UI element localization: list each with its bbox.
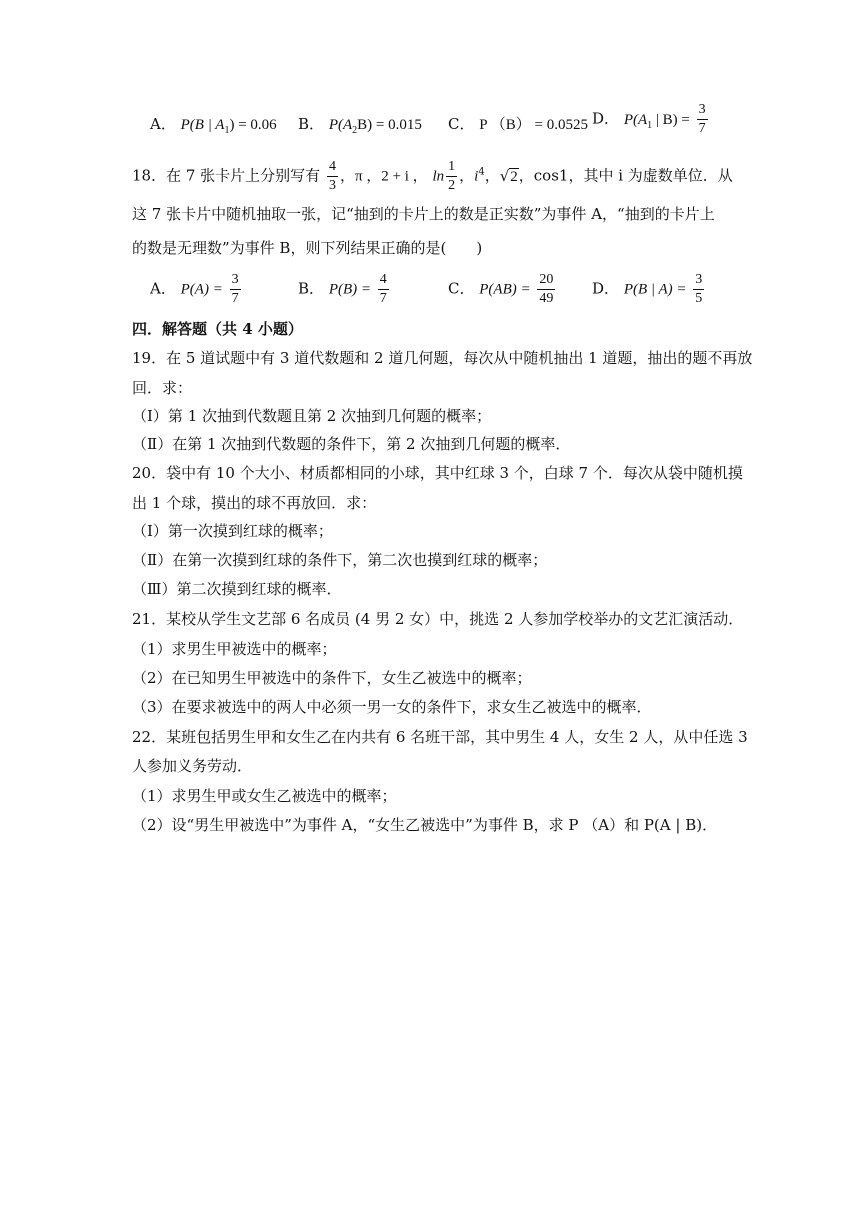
q17-option-a [150, 113, 277, 142]
option-expr: P(B | A [180, 117, 225, 133]
q20-part-2: （Ⅱ）在第一次摸到红球的条件下，第二次也摸到红球的概率； [132, 551, 548, 569]
subscript: 1 [647, 119, 653, 131]
numerator: 4 [378, 273, 389, 290]
option-value: | B) = [652, 111, 690, 128]
subscript: 1 [224, 125, 230, 136]
section-title: 四．解答题（共 4 小题） [132, 320, 303, 338]
option-label: A． [150, 279, 176, 298]
subscript: 2 [352, 125, 358, 136]
option-label: D． [592, 279, 620, 298]
fraction [446, 160, 457, 193]
option-expr: P(B | A) = [623, 281, 687, 298]
numerator: 3 [230, 273, 241, 290]
q22-part-1: （1）求男生甲或女生乙被选中的概率； [132, 787, 397, 805]
q19-line1: 19．在 5 道试题中有 3 道代数题和 2 道几何题，每次从中随机抽出 1 道题，抽出的题不再放 [132, 349, 753, 367]
q19-line2: 回．求： [132, 379, 193, 397]
fraction [378, 273, 389, 306]
denominator: 3 [328, 178, 336, 193]
option-label: C． [448, 279, 475, 298]
q22-line1: 22．某班包括男生甲和女生乙在内共有 6 名班干部，其中男生 4 人，女生 2 人，从中任选 3 [132, 728, 748, 746]
q22-part-2: （2）设“男生甲被选中”为事件 A，“女生乙被选中”为事件 B，求 P （A）和 P(A | B)． [132, 816, 718, 834]
option-expr: P(A [623, 111, 648, 128]
q18-option-c [448, 273, 557, 306]
q17-option-b [298, 113, 422, 142]
imaginary-unit: i [474, 168, 479, 185]
numerator: 3 [697, 103, 708, 120]
option-expr: P(A) = [180, 281, 223, 298]
option-label: B． [298, 279, 325, 298]
q22-line2: 人参加义务劳动． [132, 757, 253, 775]
option-label: C． [448, 115, 475, 133]
denominator: 7 [379, 291, 387, 306]
option-label: B． [298, 115, 325, 133]
q18-line3: 的数是无理数”为事件 B，则下列结果正确的是( ) [132, 239, 483, 257]
q21-line1: 21．某校从学生文艺部 6 名成员 (4 男 2 女）中，挑选 2 人参加学校举办的文艺汇演活动． [132, 610, 744, 628]
q17-option-d [592, 103, 710, 137]
exponent: 4 [478, 166, 485, 178]
option-expr: P(A [328, 117, 353, 133]
denominator: 5 [695, 291, 703, 306]
numerator: 1 [446, 160, 457, 177]
numerator: 4 [327, 160, 338, 177]
q18-option-b [298, 273, 391, 306]
q20-part-1: （Ⅰ）第一次摸到红球的概率； [132, 522, 333, 540]
numerator: 3 [693, 273, 704, 290]
option-label: A． [150, 115, 176, 133]
denominator: 7 [698, 121, 706, 136]
sqrt-expression: √2 [499, 166, 518, 185]
question-number: 18． [132, 166, 167, 185]
fraction [327, 160, 338, 193]
denominator: 7 [231, 291, 239, 306]
option-label: D． [592, 109, 620, 128]
q19-part-1: （Ⅰ）第 1 次抽到代数题且第 2 次抽到几何题的概率； [132, 407, 492, 425]
q19-part-2: （Ⅱ）在第 1 次抽到代数题的条件下，第 2 次抽到几何题的概率． [132, 435, 571, 453]
option-value: ) = 0.06 [229, 117, 277, 133]
fraction [693, 273, 704, 306]
question-text: 在 7 张卡片上分别写有 [166, 166, 321, 185]
fraction [697, 103, 708, 136]
q20-line1: 20．袋中有 10 个大小、材质都相同的小球，其中红球 3 个，白球 7 个．每次从袋中随机摸 [132, 464, 743, 482]
option-expr: P （B） = 0.0525 [479, 117, 589, 133]
q18-line2: 这 7 张卡片中随机抽取一张，记“抽到的卡片上的数是正实数”为事件 A，“抽到的卡片上 [132, 205, 715, 223]
option-value: B) = 0.015 [357, 117, 422, 133]
q18-option-a [150, 273, 243, 306]
q18-option-d [592, 273, 706, 306]
fraction [537, 273, 555, 306]
numerator: 20 [537, 273, 555, 290]
q18-line1: 18．在 7 张卡片上分别写有 $\frac{4}{3}$ ，π ，2 + i ， ln $\frac{1}{2}$ ，$i^4$，√2，cos1，其中 i 为虚数单位．从 [132, 159, 733, 193]
denominator: 49 [539, 291, 554, 306]
q17-option-c [448, 113, 588, 136]
radicand: 2 [510, 168, 518, 185]
question-text: ，π ，2 + i ， [339, 168, 428, 185]
fraction [230, 273, 241, 306]
q21-part-2: （2）在已知男生甲被选中的条件下，女生乙被选中的概率； [132, 669, 532, 687]
ln-symbol: ln [432, 168, 445, 185]
q21-part-1: （1）求男生甲被选中的概率； [132, 640, 337, 658]
q20-part-3: （Ⅲ）第二次摸到红球的概率． [132, 580, 342, 598]
option-expr: P(B) = [328, 281, 371, 298]
denominator: 2 [448, 178, 456, 193]
q21-part-3: （3）在要求被选中的两人中必须一男一女的条件下，求女生乙被选中的概率． [132, 698, 652, 716]
q20-line2: 出 1 个球，摸出的球不再放回．求： [132, 494, 377, 512]
option-expr: P(AB) = [479, 281, 531, 298]
question-text: ，cos1，其中 i 为虚数单位．从 [518, 166, 733, 185]
